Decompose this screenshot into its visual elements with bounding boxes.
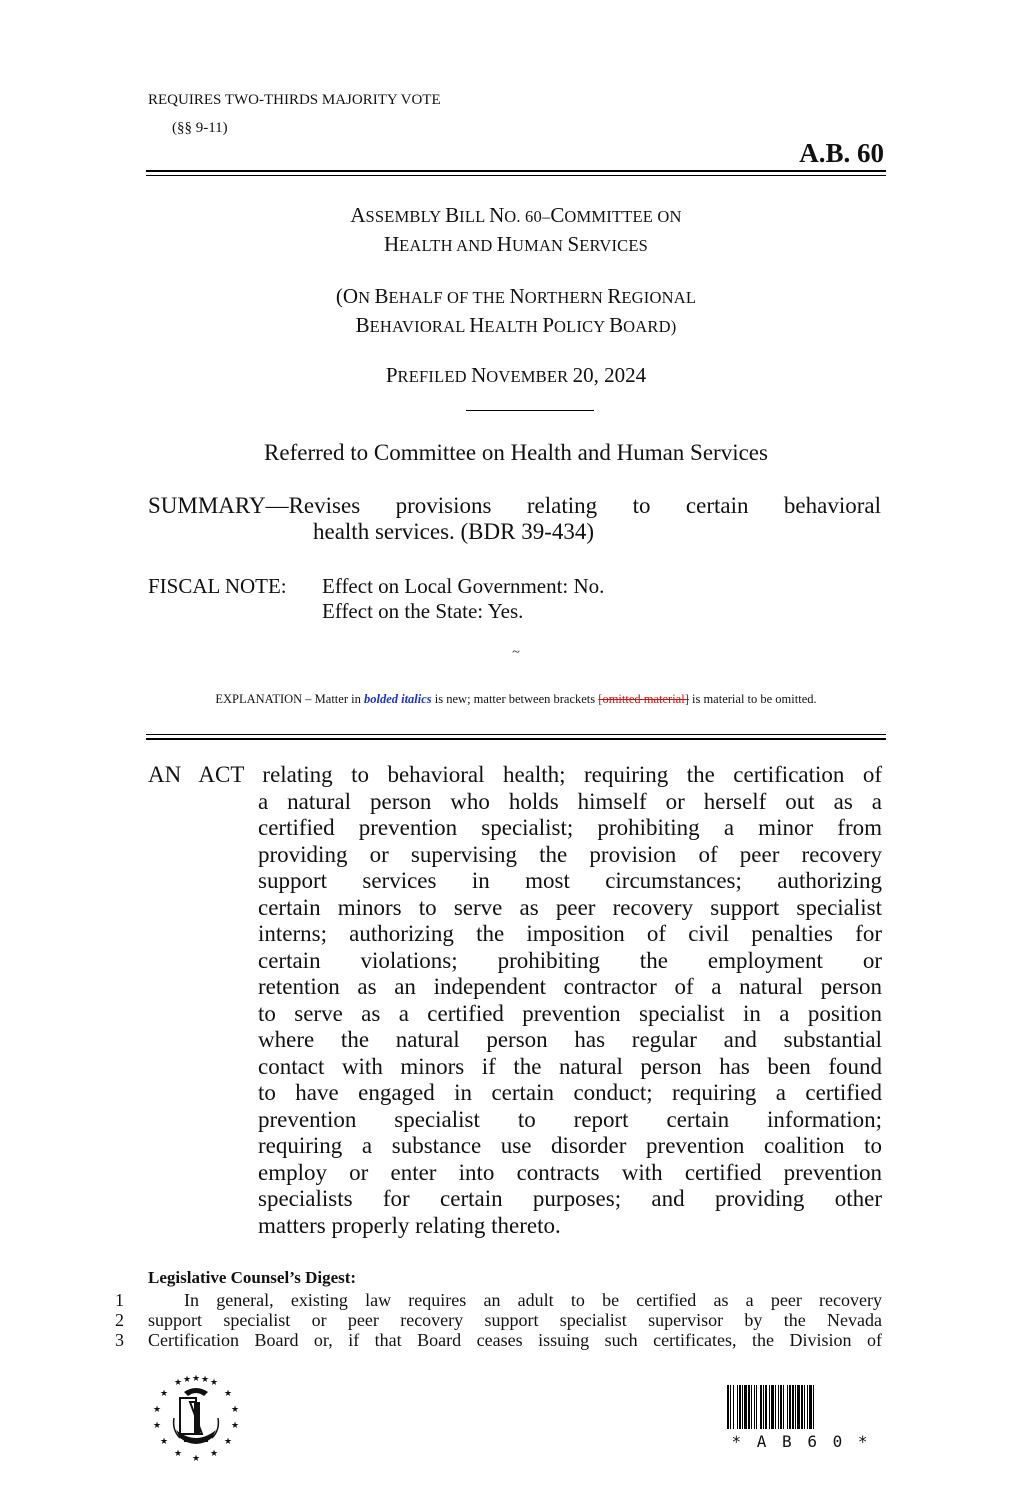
svg-text:★: ★: [182, 1375, 192, 1385]
act-line: employ or enter into contracts with certified prevention: [258, 1159, 882, 1185]
barcode-bar: [769, 1385, 770, 1429]
barcode-bars: [727, 1385, 875, 1429]
barcode-bar: [751, 1385, 752, 1429]
act-text: [148, 762, 882, 1239]
svg-text:★: ★: [191, 1374, 201, 1384]
header-rule-bottom: [146, 175, 886, 176]
fiscal-note-label: FISCAL NOTE:: [148, 574, 287, 598]
bill-title: [146, 202, 886, 260]
bolded-italics-example: bolded italics: [363, 692, 432, 706]
act-line: AN ACT relating to behavioral health; requiring the certification of: [148, 762, 882, 787]
barcode-text: * A B 6 0 *: [731, 1432, 871, 1451]
barcode-bar: [778, 1385, 779, 1429]
act-line: requiring a substance use disorder prevention coalition to: [258, 1133, 882, 1158]
barcode: [727, 1385, 875, 1451]
barcode-bar: [760, 1385, 762, 1429]
act-line: specialists for certain purposes; and providing other: [258, 1186, 882, 1211]
act-line: prevention specialist to report certain information;: [258, 1106, 882, 1132]
svg-text:★: ★: [223, 1389, 233, 1399]
digest-line: [108, 1310, 882, 1330]
barcode-bar: [737, 1385, 738, 1429]
act-line: certified prevention specialist; prohibiting a minor from: [258, 815, 882, 840]
title-divider: [466, 410, 594, 411]
barcode-bar: [739, 1385, 741, 1429]
act-line: a natural person who holds himself or herself out as a: [258, 788, 882, 814]
barcode-bar: [797, 1385, 800, 1429]
barcode-bar: [795, 1385, 796, 1429]
svg-text:★: ★: [230, 1421, 240, 1431]
barcode-bar: [742, 1385, 743, 1429]
digest-line: [108, 1290, 882, 1310]
title-line-1: ASSEMBLY BILL NO. 60–COMMITTEE ON: [350, 203, 682, 227]
act-line: certain violations; prohibiting the employment or: [258, 947, 882, 973]
separator-tilde: ~: [512, 645, 520, 660]
svg-text:★: ★: [230, 1405, 240, 1415]
line-number: 1: [115, 1290, 124, 1310]
svg-text:★: ★: [159, 1389, 169, 1399]
barcode-bar: [813, 1385, 814, 1429]
nevada-seal-icon: [150, 1372, 242, 1464]
svg-text:★: ★: [152, 1405, 162, 1415]
line-number: 2: [115, 1310, 124, 1330]
barcode-bar: [792, 1385, 794, 1429]
svg-text:★: ★: [159, 1437, 169, 1447]
digest-line-text: Certification Board or, if that Board ceases issuing such certificates, the Division of: [148, 1330, 882, 1350]
svg-text:★: ★: [209, 1378, 219, 1388]
barcode-bar: [789, 1385, 791, 1429]
barcode-bar: [783, 1385, 784, 1429]
svg-text:★: ★: [200, 1375, 210, 1385]
barcode-bar: [804, 1385, 805, 1429]
explanation-rule-top: [146, 734, 886, 735]
bill-id: A.B. 60: [799, 138, 884, 168]
barcode-bar: [730, 1385, 731, 1429]
barcode-bar: [765, 1385, 767, 1429]
fiscal-local: Effect on Local Government: No.: [322, 574, 605, 598]
act-line: matters properly relating thereto.: [258, 1212, 561, 1238]
barcode-bar: [807, 1385, 808, 1429]
act-line: support services in most circumstances; authorizing: [258, 868, 882, 893]
digest-line-text: In general, existing law requires an adult to be certified as a peer recovery: [184, 1290, 882, 1310]
svg-text:★: ★: [191, 1454, 201, 1464]
title-line-4: BEHAVIORAL HEALTH POLICY BOARD): [355, 313, 677, 337]
barcode-bar: [801, 1385, 803, 1429]
svg-text:★: ★: [173, 1378, 183, 1388]
digest-line-text: support specialist or peer recovery support specialist supervisor by the Nevada: [148, 1310, 882, 1330]
barcode-bar: [771, 1385, 774, 1429]
svg-text:★: ★: [209, 1449, 219, 1459]
digest-body: [108, 1290, 882, 1350]
summary-line-1: SUMMARY—Revises provisions relating to certain behavioral: [148, 493, 881, 518]
explanation: EXPLANATION – Matter in bolded italics is new; matter between brackets [omitted material] is material to be omitted.: [215, 692, 817, 706]
barcode-bar: [733, 1385, 734, 1429]
omitted-material-example: [omitted material]: [598, 692, 689, 706]
explanation-rule-bottom: [146, 738, 886, 740]
title-line-2: HEALTH AND HUMAN SERVICES: [383, 232, 649, 256]
barcode-bar: [748, 1385, 750, 1429]
summary-line-2: health services. (BDR 39-434): [313, 519, 595, 544]
barcode-bar: [780, 1385, 782, 1429]
svg-text:★: ★: [173, 1449, 183, 1459]
digest-line: [108, 1330, 882, 1350]
act-line: where the natural person has regular and substantial: [258, 1027, 882, 1052]
barcode-bar: [727, 1385, 729, 1429]
svg-text:★: ★: [152, 1421, 162, 1431]
act-line: retention as an independent contractor of a natural person: [258, 974, 882, 999]
vote-requirement: REQUIRES TWO-THIRDS MAJORITY VOTE: [148, 92, 441, 108]
sponsor: [146, 283, 886, 341]
barcode-bar: [756, 1385, 757, 1429]
barcode-bar: [763, 1385, 764, 1429]
act-line: certain minors to serve as peer recovery support specialist: [258, 894, 882, 920]
digest-heading: Legislative Counsel’s Digest:: [148, 1268, 357, 1287]
referral: Referred to Committee on Health and Human Services: [264, 440, 768, 465]
barcode-bar: [809, 1385, 812, 1429]
act-line: providing or supervising the provision of peer recovery: [258, 841, 882, 867]
act-line: to serve as a certified prevention specialist in a position: [258, 1000, 882, 1026]
sections-note: (§§ 9-11): [172, 120, 228, 136]
prefiled-date: PREFILED NOVEMBER 20, 2024: [385, 363, 647, 387]
barcode-bar: [775, 1385, 776, 1429]
fiscal-state: Effect on the State: Yes.: [322, 599, 524, 623]
line-number: 3: [115, 1330, 124, 1350]
act-line: interns; authorizing the imposition of civil penalties for: [258, 921, 882, 946]
barcode-bar: [744, 1385, 747, 1429]
title-line-3: (ON BEHALF OF THE NORTHERN REGIONAL: [335, 284, 697, 308]
act-line: contact with minors if the natural person has been found: [258, 1053, 882, 1079]
header-rule-top: [146, 170, 886, 172]
act-line: to have engaged in certain conduct; requiring a certified: [258, 1080, 882, 1105]
barcode-bar: [754, 1385, 755, 1429]
svg-text:★: ★: [223, 1437, 233, 1447]
barcode-bar: [787, 1385, 788, 1429]
